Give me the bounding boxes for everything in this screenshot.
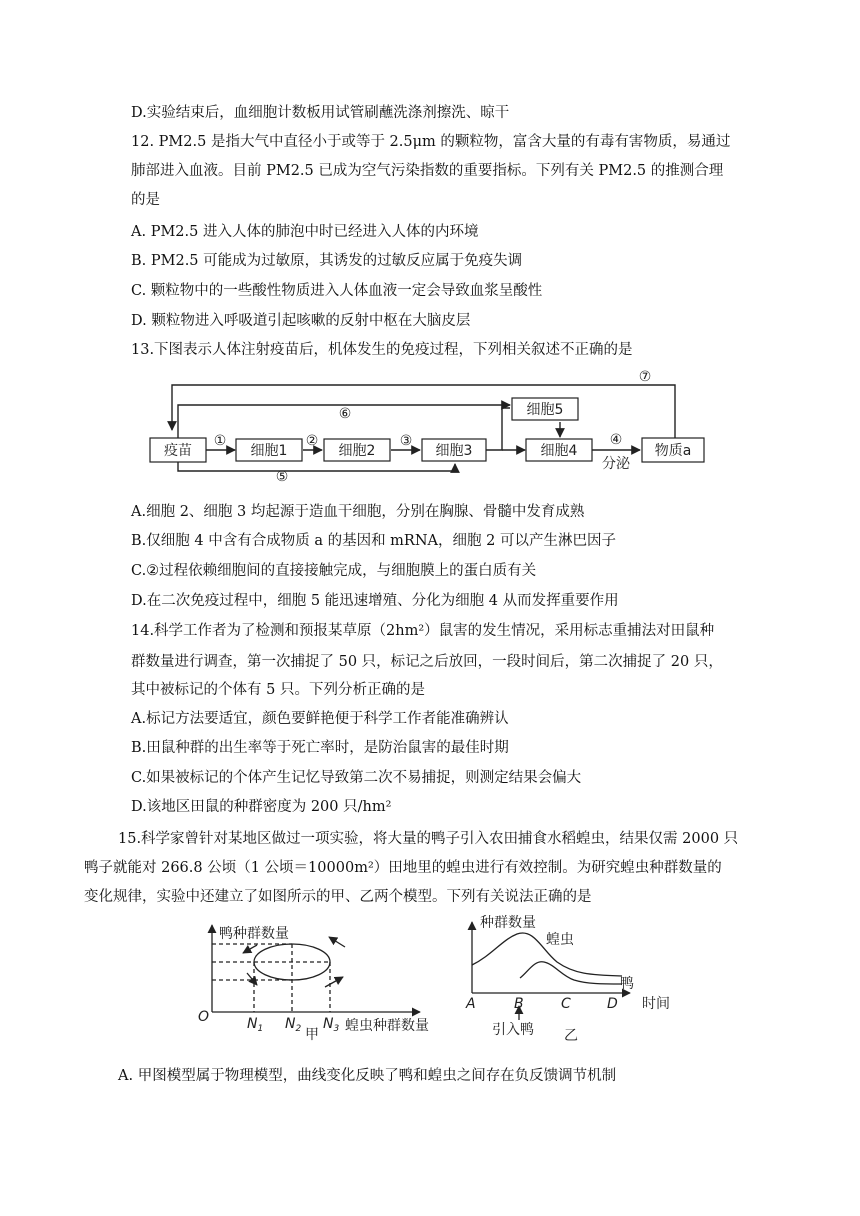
duck-curve — [520, 962, 622, 984]
step-3: ③ — [399, 433, 413, 449]
yi-xlabel: 时间 — [642, 996, 670, 1012]
q14-stem-line-3: 其中被标记的个体有 5 只。下列分析正确的是 — [131, 682, 425, 698]
yi-tick-d: D — [607, 996, 618, 1012]
substance-a-label: 物质a — [654, 443, 692, 459]
q14-option-d: D.该地区田鼠的种群密度为 200 只/hm² — [131, 799, 392, 815]
yi-annotation: 引入鸭 — [492, 1022, 534, 1038]
yi-caption: 乙 — [564, 1028, 578, 1044]
q14-stem-line-2: 群数量进行调查，第一次捕捉了 50 只，标记之后放回，一段时间后，第二次捕捉了 20 只， — [131, 654, 723, 670]
yi-series-duck: 鸭 — [620, 976, 634, 992]
step-7: ⑦ — [638, 369, 652, 385]
cell4-label: 细胞4 — [540, 443, 578, 459]
jia-caption: 甲 — [305, 1027, 319, 1042]
yi-series-locust: 蝗虫 — [546, 932, 574, 948]
step-4: ④ — [609, 432, 623, 448]
cell1-label: 细胞1 — [250, 443, 288, 459]
vaccine-label: 疫苗 — [164, 443, 192, 459]
cell2-label: 细胞2 — [338, 443, 376, 459]
cell3-label: 细胞3 — [435, 443, 473, 459]
yi-tick-a: A — [466, 996, 476, 1012]
jia-xlabel: 蝗虫种群数量 — [345, 1018, 429, 1034]
jia-n2: $N_2$ — [285, 1016, 302, 1034]
jia-n3: $N_3$ — [323, 1016, 340, 1034]
q13-option-d: D.在二次免疫过程中，细胞 5 能迅速增殖、分化为细胞 4 从而发挥重要作用 — [131, 593, 619, 609]
q12-stem-line-1: 12. PM2.5 是指大气中直径小于或等于 2.5μm 的颗粒物，富含大量的有毒有害物质，易通过 — [131, 134, 731, 150]
yi-ylabel: 种群数量 — [480, 915, 536, 931]
q14-option-c: C.如果被标记的个体产生记忆导致第二次不易捕捉，则测定结果会偏大 — [131, 770, 582, 786]
q14-option-b: B.田鼠种群的出生率等于死亡率时，是防治鼠害的最佳时期 — [131, 740, 509, 756]
step-5: ⑤ — [275, 469, 289, 483]
step-2: ② — [305, 433, 319, 449]
step-6: ⑥ — [338, 406, 352, 422]
q12-option-b: B. PM2.5 可能成为过敏原，其诱发的过敏反应属于免疫失调 — [131, 253, 523, 269]
q15-stem-line-2: 鸭子就能对 266.8 公顷（1 公顷＝10000m²）田地里的蝗虫进行有效控制。为研究蝗虫种群数量的 — [84, 860, 722, 876]
jia-ylabel: 鸭种群数量 — [219, 926, 289, 942]
q15-stem-line-3: 变化规律，实验中还建立了如图所示的甲、乙两个模型。下列有关说法正确的是 — [84, 889, 592, 905]
q11-option-d: D.实验结束后，血细胞计数板用试管刷蘸洗涤剂擦洗、晾干 — [131, 105, 510, 121]
q12-option-c: C. 颗粒物中的一些酸性物质进入人体血液一定会导致血浆呈酸性 — [131, 283, 543, 299]
q14-stem-line-1: 14.科学工作者为了检测和预报某草原（2hm²）鼠害的发生情况，采用标志重捕法对田鼠种 — [131, 623, 715, 639]
q12-option-a: A. PM2.5 进入人体的肺泡中时已经进入人体的内环境 — [131, 224, 479, 240]
q15-stem-line-1: 15.科学家曾针对某地区做过一项实验，将大量的鸭子引入农田捕食水稻蝗虫，结果仅需 2000 只 — [118, 831, 739, 847]
q13-option-b: B.仅细胞 4 中含有合成物质 a 的基因和 mRNA，细胞 2 可以产生淋巴因子 — [131, 533, 616, 549]
q13-stem: 13.下图表示人体注射疫苗后，机体发生的免疫过程，下列相关叙述不正确的是 — [131, 342, 633, 358]
step-1: ① — [213, 433, 227, 449]
immune-process-diagram — [140, 368, 705, 483]
jia-n1: $N_1$ — [247, 1016, 264, 1034]
model-yi-diagram — [462, 910, 690, 1046]
q12-stem-line-2: 肺部进入血液。目前 PM2.5 已成为空气污染指数的重要指标。下列有关 PM2.5 的推测合理 — [131, 163, 724, 179]
yi-tick-c: C — [561, 996, 571, 1012]
yi-tick-b: B — [514, 996, 524, 1012]
q12-option-d: D. 颗粒物进入呼吸道引起咳嗽的反射中枢在大脑皮层 — [131, 313, 471, 329]
q12-stem-line-3: 的是 — [131, 192, 160, 208]
q13-option-c: C.②过程依赖细胞间的直接接触完成，与细胞膜上的蛋白质有关 — [131, 563, 537, 579]
q14-option-a: A.标记方法要适宜，颜色要鲜艳便于科学工作者能准确辨认 — [131, 711, 509, 727]
model-jia-diagram — [195, 915, 460, 1042]
q15-option-a: A. 甲图模型属于物理模型，曲线变化反映了鸭和蝗虫之间存在负反馈调节机制 — [118, 1068, 617, 1084]
cell5-label: 细胞5 — [526, 402, 564, 418]
secrete-label: 分泌 — [602, 456, 630, 472]
q13-option-a: A.细胞 2、细胞 3 均起源于造血干细胞，分别在胸腺、骨髓中发育成熟 — [131, 504, 585, 520]
jia-origin: O — [198, 1009, 210, 1025]
